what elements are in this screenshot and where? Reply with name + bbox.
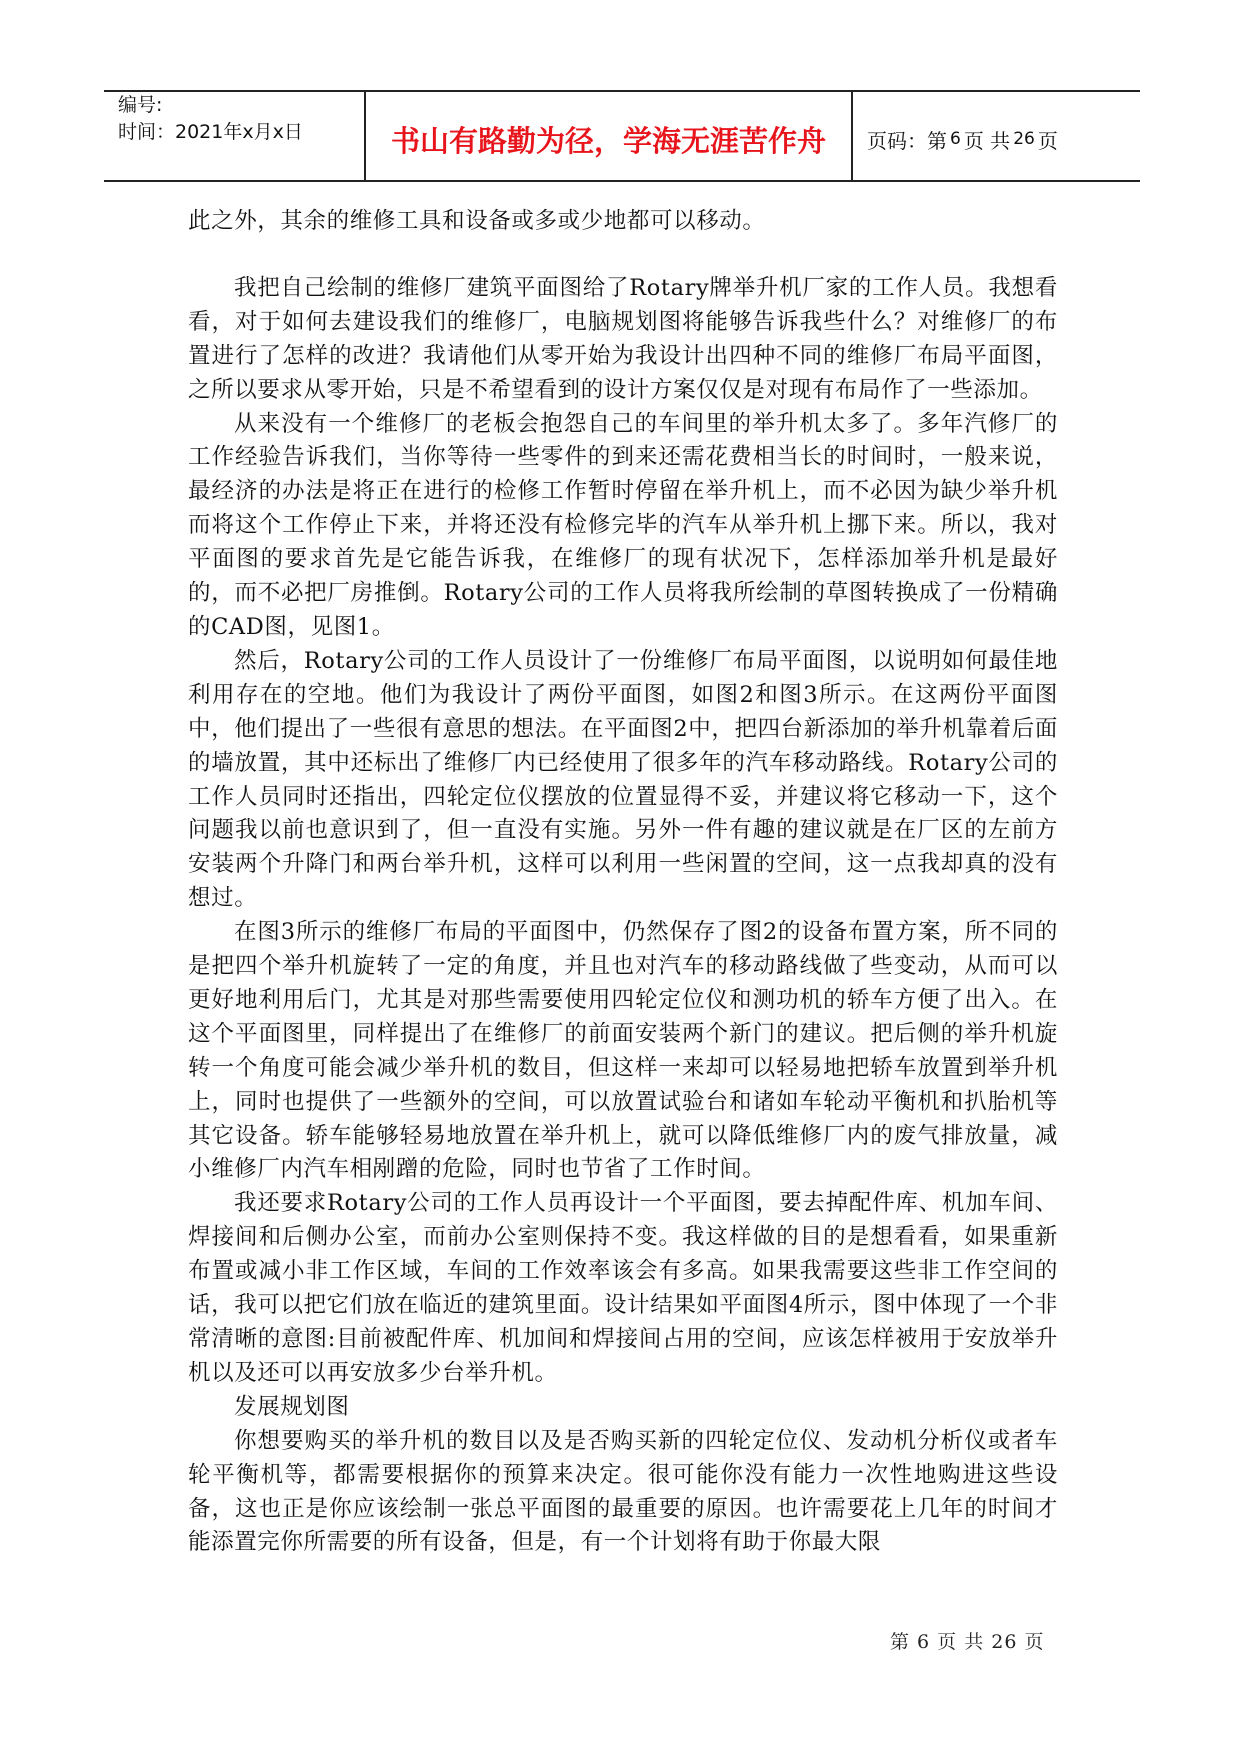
- header-motto: 书山有路勤为径，学海无涯苦作舟: [366, 92, 853, 180]
- paragraph: 我还要求Rotary公司的工作人员再设计一个平面图，要去掉配件库、机加车间、焊接间和后侧办公室，而前办公室则保持不变。我这样做的目的是想看看，如果重新布置或减小非工作区域，车间的工作效率该会有多高。如果我需要这些非工作空间的话，我可以把它们放在临近的建筑里面。设计结果如平面图4所示，图中体现了一个非常清晰的意图:目前被配件库、机加间和焊接间占用的空间，应该怎样被用于安放举升机以及还可以再安放多少台举升机。: [188, 1190, 1058, 1386]
- page-footer: 第 6 页 共 26 页: [890, 1631, 1045, 1653]
- paragraph: 我把自己绘制的维修厂建筑平面图给了Rotary牌举升机厂家的工作人员。我想看看，对于如何去建设我们的维修厂，电脑规划图将能够告诉我些什么？对维修厂的布置进行了怎样的改进？我请他们从零开始为我设计出四种不同的维修厂布局平面图，之所以要求从零开始，只是不希望看到的设计方案仅仅是对现有布局作了一些添加。: [188, 274, 1058, 403]
- page-current-number: 6: [950, 129, 961, 149]
- header-page-info: [853, 92, 1140, 180]
- paragraph: 此之外，其余的维修工具和设备或多或少地都可以移动。: [188, 208, 766, 234]
- paragraph: 你想要购买的举升机的数目以及是否购买新的四轮定位仪、发动机分析仪或者车轮平衡机等，都需要根据你的预算来决定。很可能你没有能力一次性地购进这些设备，这也正是你应该绘制一张总平面图的最重要的原因。也许需要花上几年的时间才能添置完你所需要的所有设备，但是，有一个计划将有助于你最大限: [188, 1427, 1058, 1556]
- section-heading: 发展规划图: [234, 1393, 350, 1420]
- document-number-label: 编号:: [118, 94, 163, 116]
- paragraph: 然后，Rotary公司的工作人员设计了一份维修厂布局平面图，以说明如何最佳地利用存在的空地。他们为我设计了两份平面图，如图2和图3所示。在这两份平面图中，他们提出了一些很有意思的想法。在平面图2中，把四台新添加的举升机靠着后面的墙放置，其中还标出了维修厂内已经使用了很多年的汽车移动路线。Rotary公司的工作人员同时还指出，四轮定位仪摆放的位置显得不妥，并建议将它移动一下，这个问题我以前也意识到了，但一直没有实施。另外一件有趣的建议就是在厂区的左前方安装两个升降门和两台举升机，这样可以利用一些闲置的空间，这一点我却真的没有想过。: [188, 647, 1058, 912]
- page-label-mid: 页 共: [963, 128, 1011, 153]
- page-header: [104, 90, 1140, 182]
- document-time-label: 时间：2021年x月x日: [118, 121, 303, 143]
- page-label-prefix: 页码：第: [867, 128, 947, 153]
- paragraph: 从来没有一个维修厂的老板会抱怨自己的车间里的举升机太多了。多年汽修厂的工作经验告诉我们，当你等待一些零件的到来还需花费相当长的时间时，一般来说，最经济的办法是将正在进行的检修工作暂时停留在举升机上，而不必因为缺少举升机而将这个工作停止下来，并将还没有检修完毕的汽车从举升机上挪下来。所以，我对平面图的要求首先是它能告诉我，在维修厂的现有状况下，怎样添加举升机是最好的，而不必把厂房推倒。Rotary公司的工作人员将我所绘制的草图转换成了一份精确的CAD图，见图1。: [188, 410, 1058, 640]
- header-meta: [104, 92, 366, 180]
- page-label-suffix: 页: [1037, 128, 1058, 153]
- body-text: [188, 205, 1058, 1560]
- paragraph: 在图3所示的维修厂布局的平面图中，仍然保存了图2的设备布置方案，所不同的是把四个举升机旋转了一定的角度，并且也对汽车的移动路线做了些变动，从而可以更好地利用后门，尤其是对那些需要使用四轮定位仪和测功机的轿车方便了出入。在这个平面图里，同样提出了在维修厂的前面安装两个新门的建议。把后侧的举升机旋转一个角度可能会减少举升机的数目，但这样一来却可以轻易地把轿车放置到举升机上，同时也提供了一些额外的空间，可以放置试验台和诸如车轮动平衡机和扒胎机等其它设备。轿车能够轻易地放置在举升机上，就可以降低维修厂内的废气排放量，减小维修厂内汽车相剐蹭的危险，同时也节省了工作时间。: [188, 919, 1058, 1183]
- page-total-number: 26: [1013, 129, 1035, 149]
